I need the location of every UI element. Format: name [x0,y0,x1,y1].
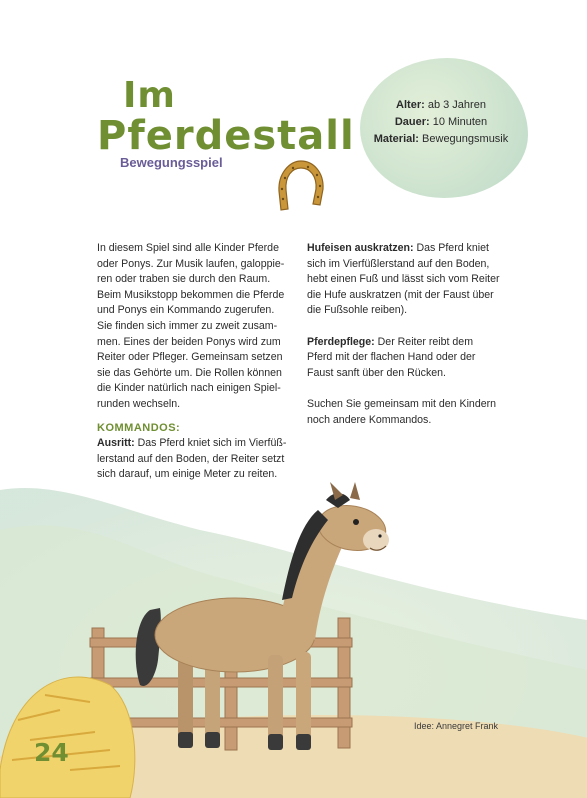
material-value: Bewegungsmusik [418,133,509,145]
text-line: die Fußsohle reiben). [307,304,408,317]
age-label: Alter: [396,99,425,111]
text-column-right [307,241,507,428]
text-line: noch andere Kommandos. [307,413,432,426]
horseshoe-icon [268,155,330,217]
material-label: Material: [373,133,419,145]
duration-value: 10 Minuten [429,116,488,128]
duration-info [366,114,516,131]
hufeisen-label: Hufeisen auskratzen: [307,242,414,254]
game-info-box [366,97,516,148]
pflege-label: Pferdepflege: [307,335,375,348]
age-info [366,97,516,114]
text-line: und Ponys ein Kommando zugerufen. [97,304,275,317]
text-line: In diesem Spiel sind alle Kinder Pferde [97,242,279,254]
material-info [366,131,516,148]
commands-heading: KOMMANDOS: [97,421,181,434]
text-line: oder Ponys. Zur Musik laufen, galoppie- [97,257,285,270]
title-line-2: Pferdestall [97,113,355,159]
hufeisen-line [307,241,507,257]
text-line: Suchen Sie gemeinsam mit den Kindern [307,397,497,410]
text-line: die Hufe auskratzen (mit der Faust über [307,288,494,301]
text-line: die Kinder natürlich nach einigen Spiel- [97,382,281,395]
hufeisen-text: Das Pferd kniet [413,242,489,254]
ausritt-text: Das Pferd kniet sich im Vierfüß- [134,437,287,450]
text-line: men. Eines der beiden Ponys wird zum [97,335,281,348]
text-line: Sie finden sich immer zu zweit zusam- [97,319,278,332]
ausritt-line [97,436,297,452]
pflege-text: Der Reiter reibt dem [374,335,474,348]
text-line: Faust sanft über den Rücken. [307,366,446,379]
text-line: sich darauf, um einige Meter zu reiten. [97,468,278,481]
text-column-left [97,241,297,483]
stable-scene-illustration [0,470,587,798]
text-line: Pferd mit der flachen Hand oder der [307,351,476,364]
page-number: 24 [34,738,69,767]
page-title [97,75,355,159]
text-line: sich im Vierfüßlerstand auf den Boden, [307,257,490,270]
credit-text: Idee: Annegret Frank [414,721,499,731]
pflege-line [307,335,507,351]
title-line-1: Im [123,75,176,116]
age-value: ab 3 Jahren [424,99,486,111]
text-line: Beim Musikstopp bekommen die Pferde [97,288,285,301]
text-line: sie das Gehörte um. Die Rollen können [97,366,282,379]
text-line: runden wechseln. [97,397,181,410]
text-line: hebt einen Fuß und lässt sich vom Reiter [307,273,500,286]
duration-label: Dauer: [394,116,430,128]
text-line: lerstand auf den Boden, der Reiter setzt [97,452,285,465]
ausritt-label: Ausritt: [97,437,135,450]
subtitle: Bewegungsspiel [120,155,223,170]
text-line: Reiter oder Pfleger. Gemeinsam setzen [97,351,283,364]
text-line: ren oder traben sie durch den Raum. [97,273,271,286]
